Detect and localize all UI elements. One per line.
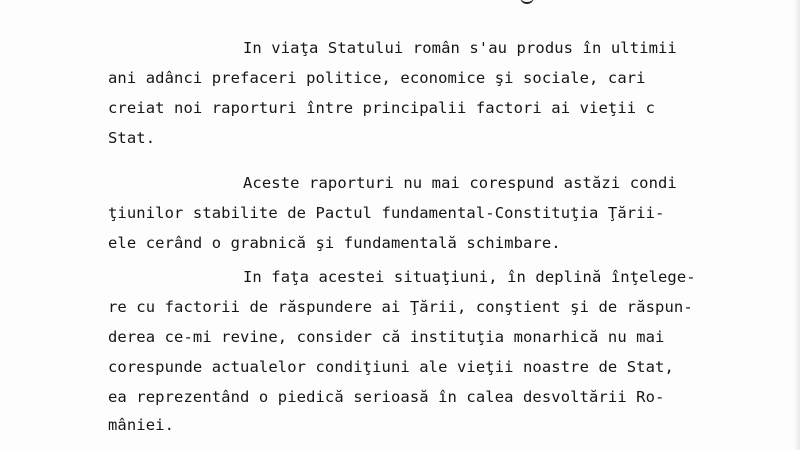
paragraph-2-line-2: ţiunilor stabilite de Pactul fundamental-Constituţia Ţării- (108, 204, 665, 222)
paragraph-3-line-2: re cu factorii de răspundere ai Ţării, conştient şi de răspun- (108, 298, 693, 316)
paragraph-3-line-5: ea reprezentând o piedică serioasă în calea desvoltării Ro- (108, 388, 665, 406)
page-edge-shadow (794, 0, 800, 450)
paragraph-2-line-1: Aceste raporturi nu mai corespund astăzi condi (243, 174, 677, 192)
paragraph-1-line-1: In viaţa Statului român s'au produs în ultimii (243, 39, 677, 57)
paragraph-3-line-3: derea ce-mi revine, consider că instituţia monarhică nu mai (108, 328, 665, 346)
paragraph-3-line-6: mâniei. (108, 416, 175, 434)
paragraph-2-line-3: ele cerând o grabnică şi fundamentală schimbare. (108, 234, 561, 252)
paragraph-3-line-4: corespunde actualelor condiţiuni ale vieţii noastre de Stat, (108, 358, 674, 376)
paragraph-1-line-3: creiat noi raporturi între principalii factori ai vieţii c (108, 99, 656, 117)
paragraph-1-line-4: Stat. (108, 129, 156, 147)
paragraph-3-line-1: In faţa acestei situaţiuni, în deplină înţelege- (243, 268, 696, 286)
paragraph-1-line-2: ani adânci prefaceri politice, economice şi sociale, cari (108, 69, 646, 87)
top-ink-mark (520, 0, 534, 4)
